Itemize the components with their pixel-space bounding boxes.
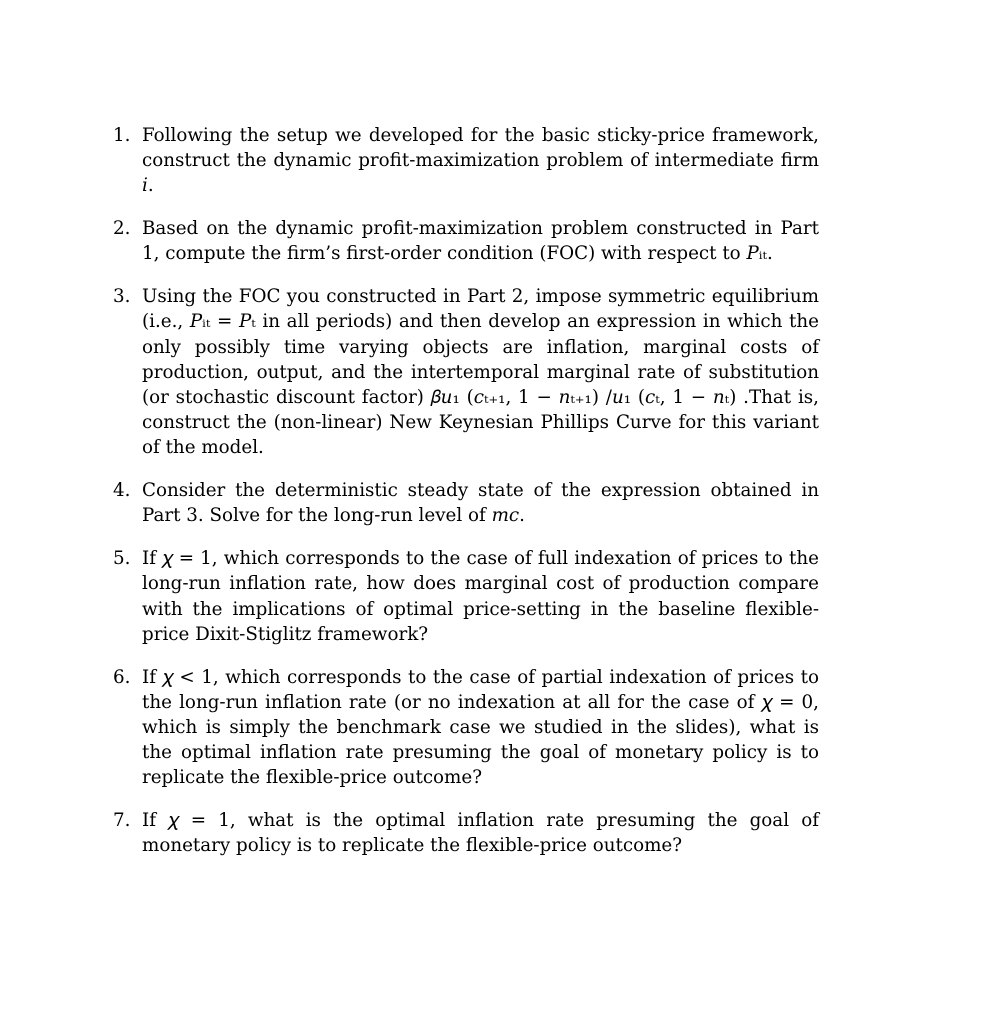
question-number: 7. xyxy=(113,810,131,832)
question-number: 1. xyxy=(113,125,131,146)
question-item-5 xyxy=(113,546,819,647)
question-number: 3. xyxy=(113,286,131,308)
question-list xyxy=(113,123,819,876)
question-item-1 xyxy=(113,123,819,199)
question-text: Following the setup we developed for the basic sticky-price framework, construct the dynamic profit-maximization problem of intermediate firm 𝑖. xyxy=(142,125,819,197)
question-number: 6. xyxy=(113,666,131,688)
question-text: If 𝜒 = 1, what is the optimal inflation rate presuming the goal of monetary policy is to replicate the flexible-price outcome? xyxy=(142,810,819,857)
question-item-3 xyxy=(113,284,819,460)
question-item-4 xyxy=(113,478,819,528)
question-item-2 xyxy=(113,216,819,266)
question-text: If 𝜒 < 1, which corresponds to the case of partial indexation of prices to the long-run inflation rate (or no indexation at all for the case of 𝜒 = 0, which is simply the benchmark case we studied in the slides), what is the optimal inflation rate presuming the goal of monetary policy is to replicate the flexible-price outcome? xyxy=(142,666,819,789)
question-text: If 𝜒 = 1, which corresponds to the case of full indexation of prices to the long-run inflation rate, how does marginal cost of production compare with the implications of optimal price-setting in the baseline flexible-price Dixit-Stiglitz framework? xyxy=(142,548,819,645)
question-item-6 xyxy=(113,665,819,791)
question-text: Based on the dynamic profit-maximization problem constructed in Part 1, compute the firm’s first-order condition (FOC) with respect to 𝑃ᵢₜ. xyxy=(142,218,819,265)
question-number: 2. xyxy=(113,218,131,240)
question-number: 4. xyxy=(113,480,131,502)
question-text: Using the FOC you constructed in Part 2, impose symmetric equilibrium (i.e., 𝑃ᵢₜ = 𝑃ₜ in all periods) and then develop an expression in which the only possibly time varying objects are inflation, marginal costs of production, output, and the intertemporal marginal rate of substitution (or stochastic discount factor) 𝛽𝑢₁ (𝑐ₜ₊₁, 1 − 𝑛ₜ₊₁) /𝑢₁ (𝑐ₜ, 1 − 𝑛ₜ) .That is, construct the (non-linear) New Keynesian Phillips Curve for this variant of the model. xyxy=(142,286,819,459)
question-number: 5. xyxy=(113,548,131,570)
question-item-7 xyxy=(113,808,819,858)
question-text: Consider the deterministic steady state of the expression obtained in Part 3. Solve for the long-run level of 𝑚𝑐. xyxy=(142,480,819,527)
